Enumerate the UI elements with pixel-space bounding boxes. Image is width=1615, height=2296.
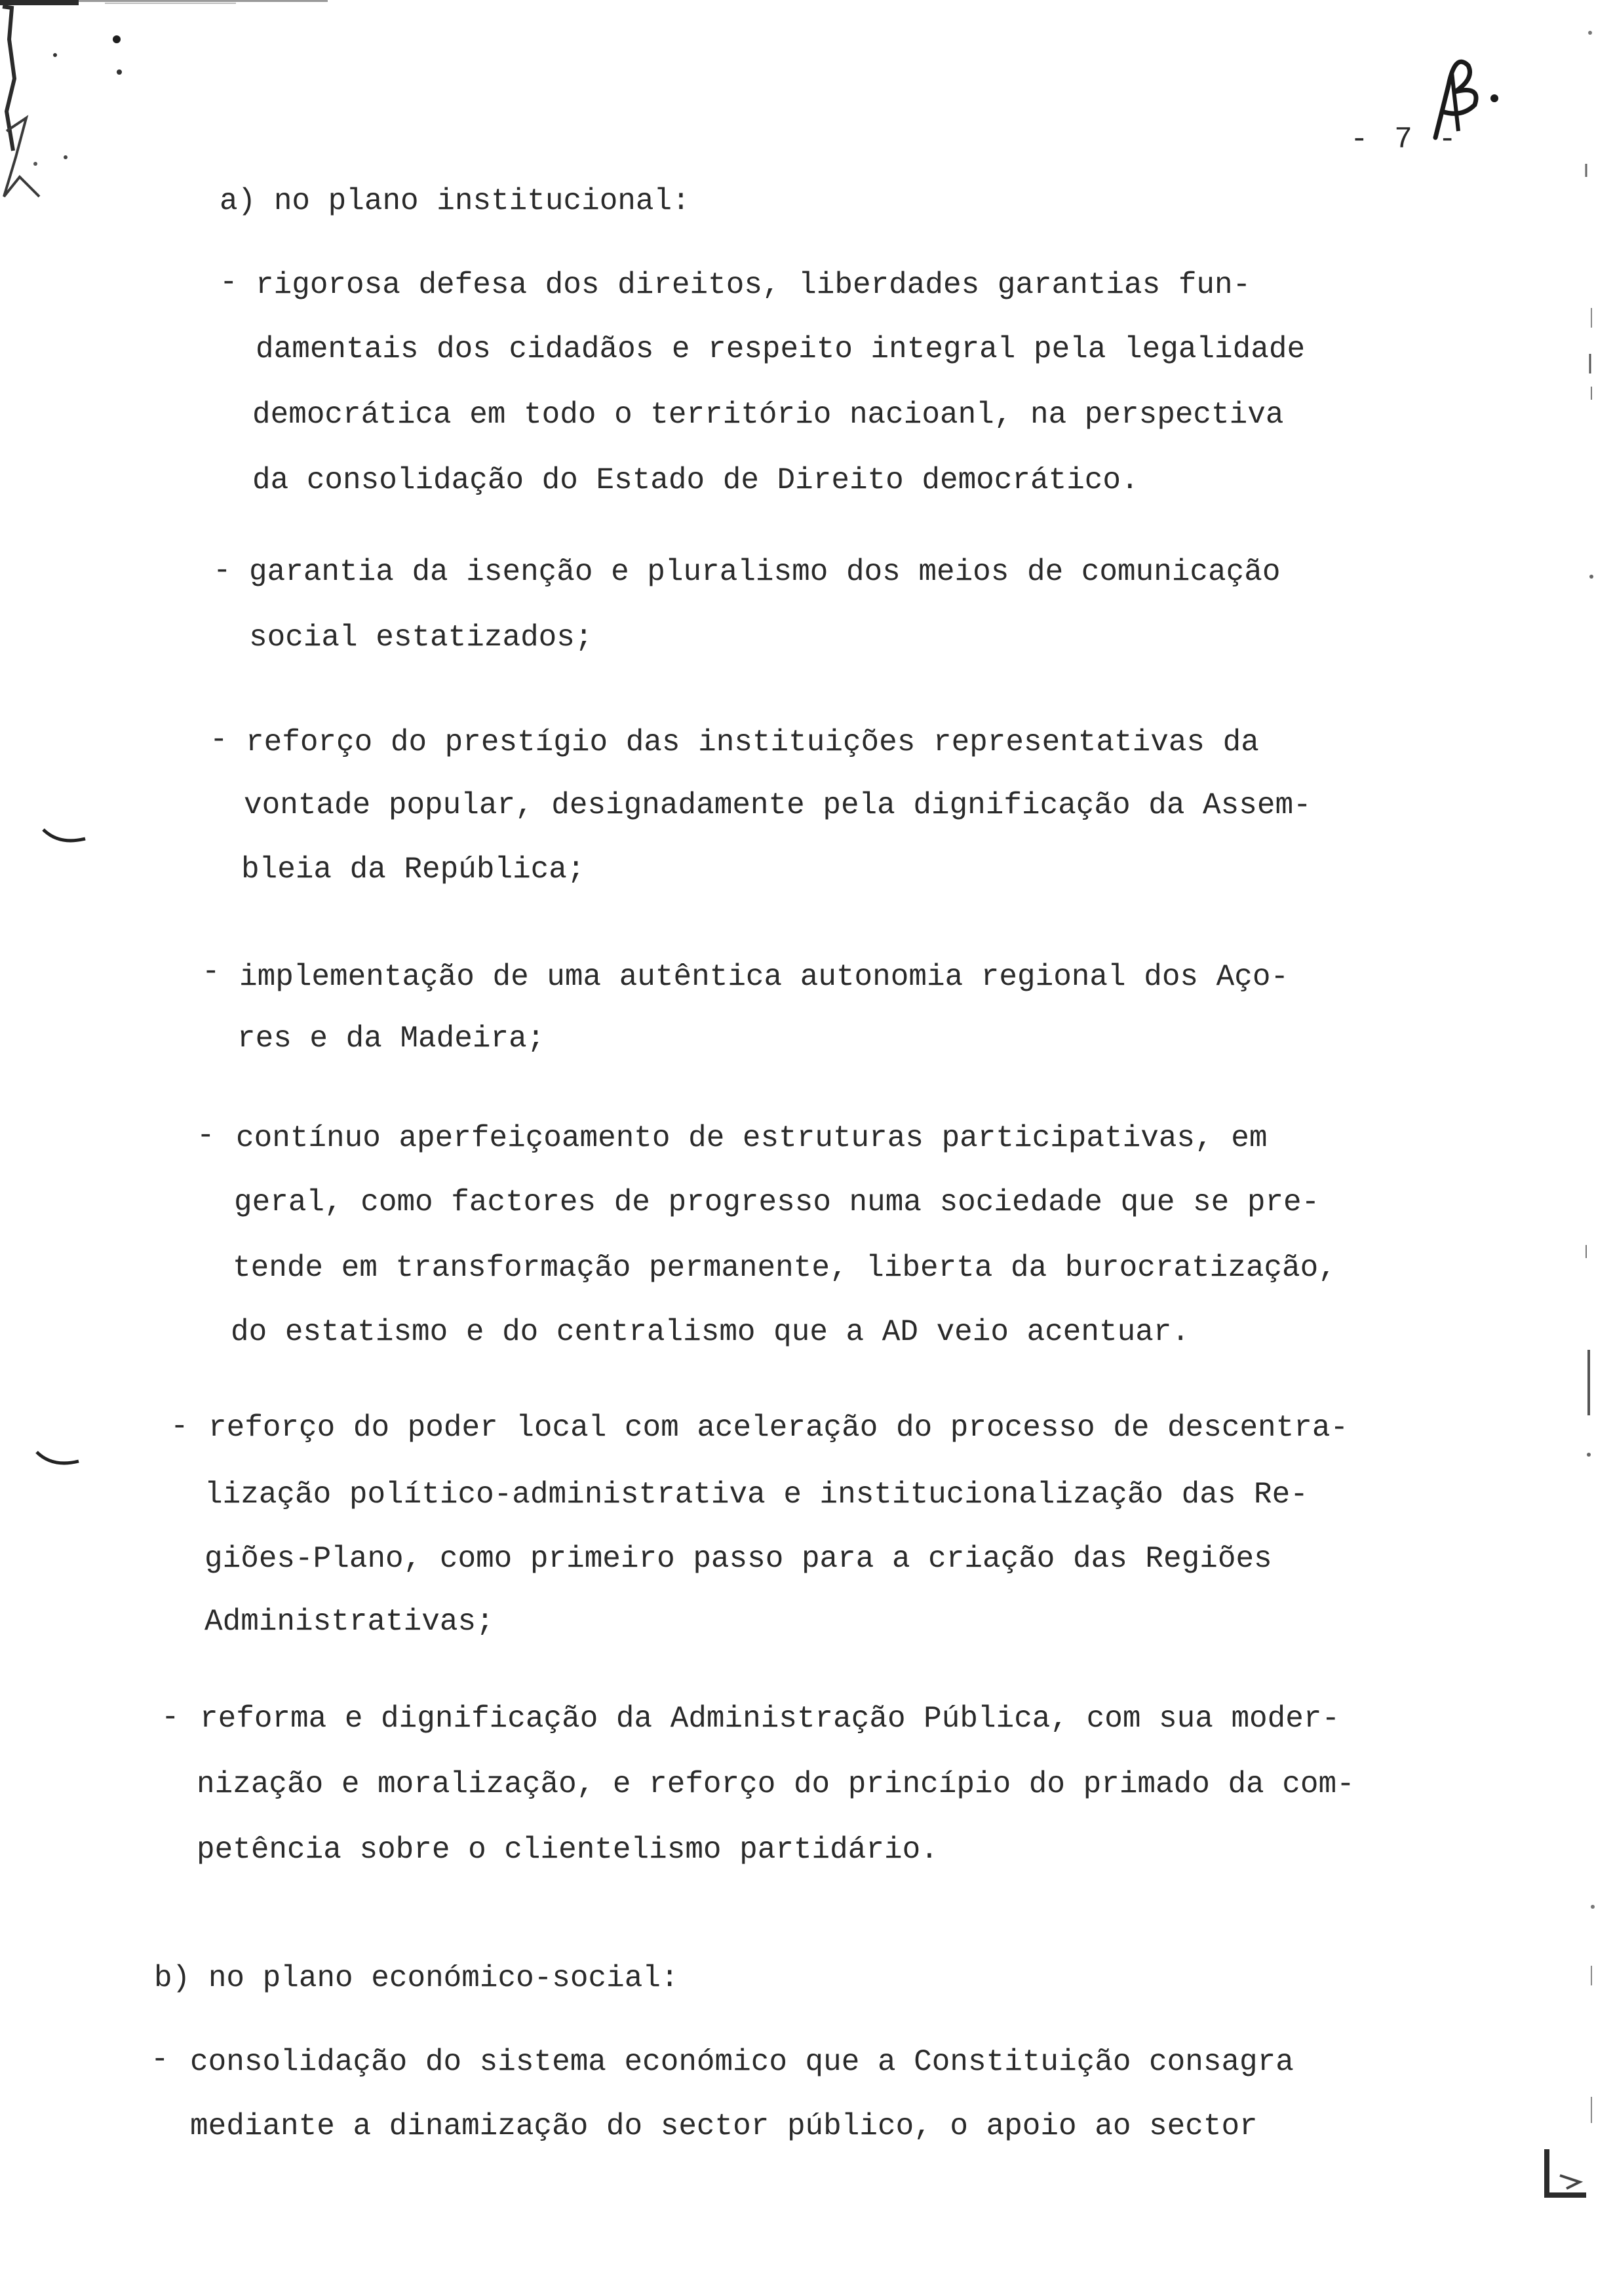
bullet-dash: - <box>170 1409 189 1444</box>
scan-corner-artifact <box>0 0 79 249</box>
scan-bracket-mark <box>39 826 92 852</box>
list-item-line: tende em transformação permanente, liberta da burocratização, <box>233 1251 1336 1285</box>
scan-right-edge-artifact <box>1566 0 1615 2296</box>
list-item-line: da consolidação do Estado de Direito democrático. <box>252 463 1139 497</box>
list-item-line: bleia da República; <box>241 852 585 887</box>
list-item-line: reforço do prestígio das instituições representativas da <box>246 725 1259 759</box>
section-b-heading: b) no plano económico-social: <box>154 1961 679 1995</box>
list-item-line: vontade popular, designadamente pela dignificação da Assem- <box>244 788 1312 822</box>
list-item-line: implementação de uma autêntica autonomia regional dos Aço- <box>239 960 1289 994</box>
bullet-dash: - <box>151 2042 169 2076</box>
list-item-line: social estatizados; <box>249 621 593 655</box>
list-item-line: mediante a dinamização do sector público, o apoio ao sector <box>190 2109 1258 2143</box>
section-a-heading: a) no plano institucional: <box>220 184 690 218</box>
bullet-dash: - <box>210 723 228 757</box>
list-item-line: res e da Madeira; <box>237 1022 545 1056</box>
list-item-line: giões-Plano, como primeiro passo para a criação das Regiões <box>204 1542 1272 1576</box>
list-item-line: damentais dos cidadãos e respeito integral pela legalidade <box>256 332 1306 366</box>
list-item-line: petência sobre o clientelismo partidário. <box>197 1833 939 1867</box>
bullet-dash: - <box>197 1119 215 1153</box>
list-item-line: contínuo aperfeiçoamento de estruturas participativas, em <box>236 1121 1268 1155</box>
bullet-dash: - <box>220 265 238 299</box>
bullet-dash: - <box>213 554 231 588</box>
list-item-line: rigorosa defesa dos direitos, liberdades garantias fun- <box>256 268 1251 302</box>
list-item-line: geral, como factores de progresso numa sociedade que se pre- <box>234 1185 1320 1219</box>
list-item-line: garantia da isenção e pluralismo dos meios de comunicação <box>249 555 1281 589</box>
bullet-dash: - <box>202 955 220 989</box>
page-number: - 7 - <box>1350 123 1461 157</box>
list-item-line: do estatismo e do centralismo que a AD veio acentuar. <box>231 1315 1190 1349</box>
list-item-line: reforma e dignificação da Administração Pública, com sua moder- <box>200 1702 1340 1736</box>
list-item-line: nização e moralização, e reforço do princípio do primado da com- <box>197 1767 1355 1801</box>
scan-dot <box>105 26 131 79</box>
scan-bracket-mark <box>33 1448 85 1474</box>
list-item-line: lização político-administrativa e institucionalização das Re- <box>204 1478 1308 1512</box>
bullet-dash: - <box>161 1700 180 1734</box>
list-item-line: democrática em todo o território nacioanl, na perspectiva <box>252 398 1284 432</box>
scan-corner-artifact <box>1540 2143 1593 2202</box>
list-item-line: Administrativas; <box>204 1605 494 1639</box>
list-item-line: reforço do poder local com aceleração do processo de descentra- <box>208 1411 1349 1445</box>
list-item-line: consolidação do sistema económico que a Constituição consagra <box>190 2045 1294 2079</box>
